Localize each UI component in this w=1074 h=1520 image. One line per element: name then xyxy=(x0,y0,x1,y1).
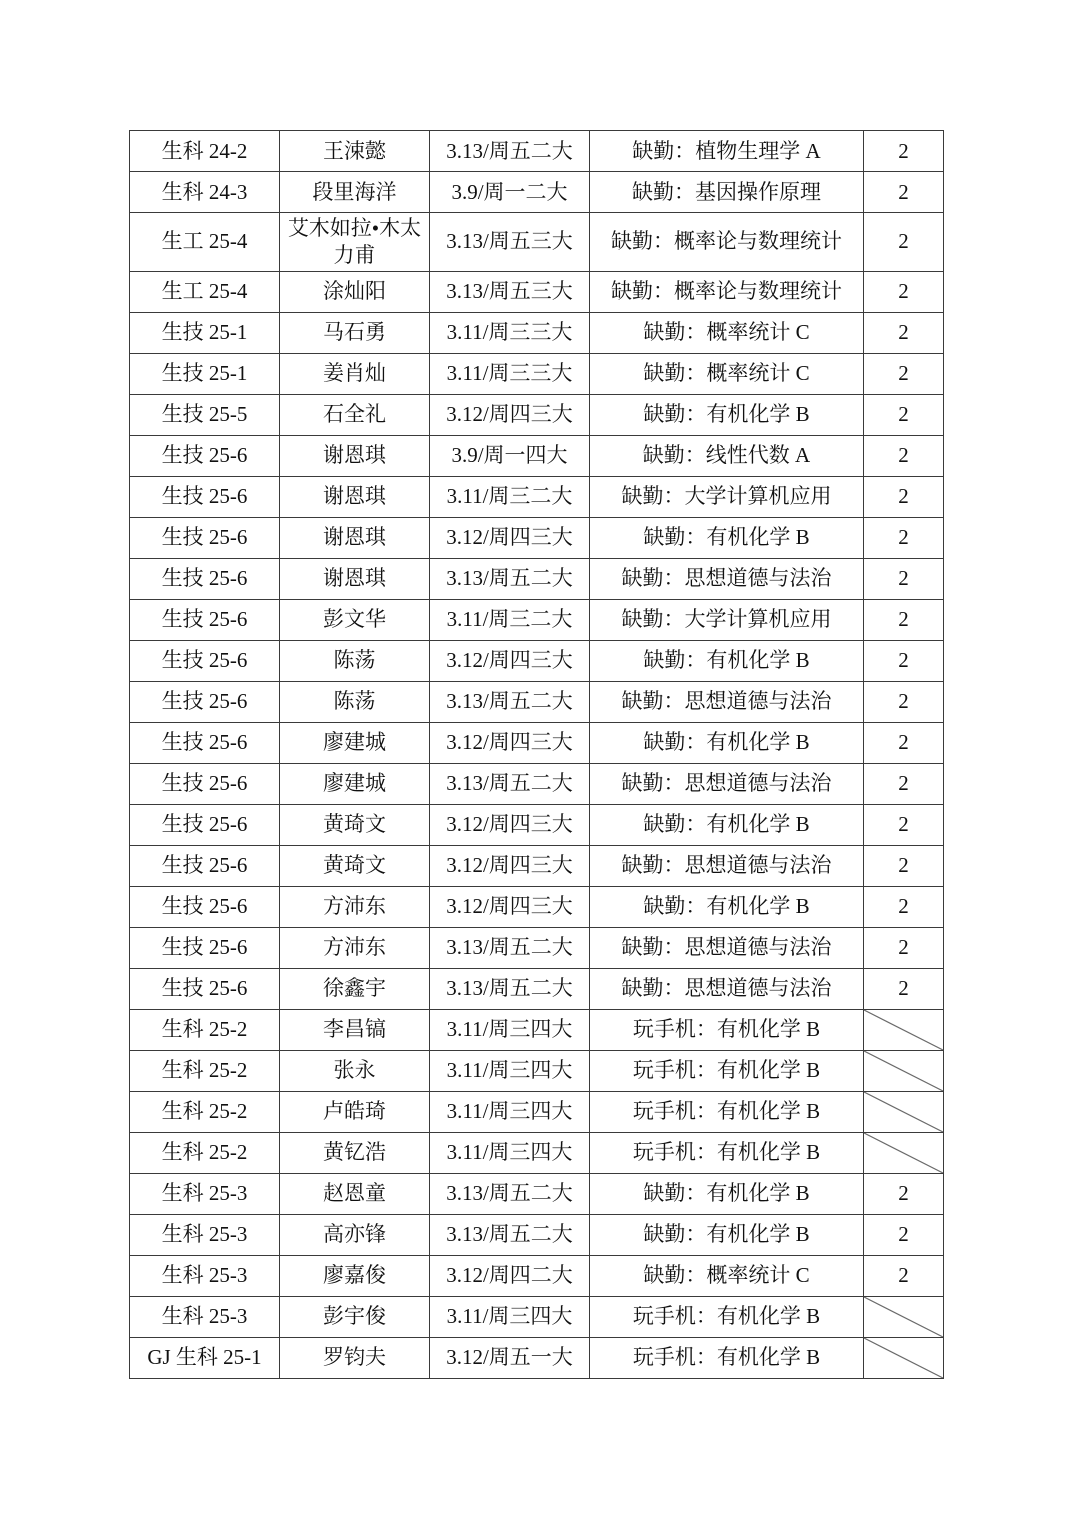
session-cell: 3.13/周五二大 xyxy=(430,681,590,722)
score-cell: 2 xyxy=(864,312,944,353)
name-cell: 王涑懿 xyxy=(280,131,430,172)
table-row xyxy=(130,353,944,394)
session-cell: 3.11/周三四大 xyxy=(430,1296,590,1337)
class-cell: 生科 25-2 xyxy=(130,1009,280,1050)
class-cell: 生技 25-6 xyxy=(130,763,280,804)
session-cell: 3.12/周四三大 xyxy=(430,804,590,845)
table-row xyxy=(130,558,944,599)
class-cell: 生技 25-6 xyxy=(130,927,280,968)
remark-cell: 缺勤：概率统计 C xyxy=(590,312,864,353)
score-cell: 2 xyxy=(864,435,944,476)
name-cell: 陈荡 xyxy=(280,681,430,722)
table-row xyxy=(130,599,944,640)
class-cell: 生技 25-6 xyxy=(130,886,280,927)
session-cell: 3.12/周四三大 xyxy=(430,394,590,435)
score-cell: 2 xyxy=(864,804,944,845)
class-cell: 生技 25-1 xyxy=(130,312,280,353)
table-row xyxy=(130,1255,944,1296)
score-cell: 2 xyxy=(864,1255,944,1296)
session-cell: 3.11/周三四大 xyxy=(430,1132,590,1173)
class-cell: 生工 25-4 xyxy=(130,271,280,312)
name-cell: 黄琦文 xyxy=(280,804,430,845)
remark-cell: 缺勤：有机化学 B xyxy=(590,394,864,435)
class-cell: 生技 25-6 xyxy=(130,845,280,886)
score-cell: 2 xyxy=(864,681,944,722)
session-cell: 3.11/周三四大 xyxy=(430,1050,590,1091)
score-cell: 2 xyxy=(864,763,944,804)
score-cell: 2 xyxy=(864,271,944,312)
name-cell: 谢恩琪 xyxy=(280,435,430,476)
remark-cell: 玩手机：有机化学 B xyxy=(590,1009,864,1050)
score-cell: 2 xyxy=(864,927,944,968)
table-row xyxy=(130,213,944,272)
score-cell-voided xyxy=(864,1337,944,1378)
name-cell: 谢恩琪 xyxy=(280,517,430,558)
class-cell: 生科 25-3 xyxy=(130,1296,280,1337)
remark-cell: 缺勤：大学计算机应用 xyxy=(590,476,864,517)
class-cell: 生科 24-2 xyxy=(130,131,280,172)
score-cell: 2 xyxy=(864,172,944,213)
session-cell: 3.12/周四三大 xyxy=(430,886,590,927)
name-cell: 赵恩童 xyxy=(280,1173,430,1214)
name-cell: 廖嘉俊 xyxy=(280,1255,430,1296)
remark-cell: 缺勤：线性代数 A xyxy=(590,435,864,476)
score-cell-voided xyxy=(864,1091,944,1132)
table-row xyxy=(130,763,944,804)
class-cell: 生科 25-3 xyxy=(130,1173,280,1214)
session-cell: 3.13/周五二大 xyxy=(430,968,590,1009)
class-cell: 生技 25-6 xyxy=(130,558,280,599)
name-cell: 谢恩琪 xyxy=(280,558,430,599)
score-cell: 2 xyxy=(864,213,944,272)
session-cell: 3.11/周三三大 xyxy=(430,312,590,353)
class-cell: 生技 25-6 xyxy=(130,640,280,681)
score-cell: 2 xyxy=(864,640,944,681)
name-cell: 廖建城 xyxy=(280,722,430,763)
class-cell: GJ 生科 25-1 xyxy=(130,1337,280,1378)
class-cell: 生技 25-6 xyxy=(130,722,280,763)
class-cell: 生科 25-2 xyxy=(130,1132,280,1173)
score-cell-voided xyxy=(864,1132,944,1173)
remark-cell: 缺勤：思想道德与法治 xyxy=(590,845,864,886)
class-cell: 生技 25-1 xyxy=(130,353,280,394)
session-cell: 3.12/周四三大 xyxy=(430,845,590,886)
table-row xyxy=(130,681,944,722)
score-cell: 2 xyxy=(864,722,944,763)
name-cell: 黄钇浩 xyxy=(280,1132,430,1173)
remark-cell: 缺勤：概率论与数理统计 xyxy=(590,271,864,312)
table-row xyxy=(130,394,944,435)
class-cell: 生技 25-6 xyxy=(130,435,280,476)
score-cell: 2 xyxy=(864,968,944,1009)
session-cell: 3.12/周四三大 xyxy=(430,640,590,681)
table-row xyxy=(130,1296,944,1337)
class-cell: 生技 25-6 xyxy=(130,804,280,845)
session-cell: 3.13/周五二大 xyxy=(430,927,590,968)
remark-cell: 缺勤：有机化学 B xyxy=(590,1173,864,1214)
table-row xyxy=(130,886,944,927)
table-row xyxy=(130,517,944,558)
name-cell: 马石勇 xyxy=(280,312,430,353)
name-cell: 张永 xyxy=(280,1050,430,1091)
name-cell: 姜肖灿 xyxy=(280,353,430,394)
class-cell: 生科 25-3 xyxy=(130,1255,280,1296)
table-row xyxy=(130,1214,944,1255)
name-cell: 方沛东 xyxy=(280,886,430,927)
remark-cell: 缺勤：思想道德与法治 xyxy=(590,558,864,599)
remark-cell: 缺勤：概率统计 C xyxy=(590,353,864,394)
remark-cell: 缺勤：植物生理学 A xyxy=(590,131,864,172)
class-cell: 生技 25-6 xyxy=(130,968,280,1009)
attendance-table-body xyxy=(130,131,944,1379)
session-cell: 3.13/周五二大 xyxy=(430,1214,590,1255)
table-row xyxy=(130,1009,944,1050)
class-cell: 生工 25-4 xyxy=(130,213,280,272)
table-row xyxy=(130,271,944,312)
name-cell: 卢皓琦 xyxy=(280,1091,430,1132)
session-cell: 3.12/周四三大 xyxy=(430,517,590,558)
attendance-table xyxy=(129,130,944,1379)
session-cell: 3.9/周一二大 xyxy=(430,172,590,213)
name-cell: 艾木如拉•木太力甫 xyxy=(280,213,430,272)
class-cell: 生科 25-3 xyxy=(130,1214,280,1255)
score-cell: 2 xyxy=(864,599,944,640)
remark-cell: 缺勤：概率统计 C xyxy=(590,1255,864,1296)
session-cell: 3.11/周三二大 xyxy=(430,476,590,517)
table-row xyxy=(130,476,944,517)
remark-cell: 玩手机：有机化学 B xyxy=(590,1091,864,1132)
diagonal-slash-icon xyxy=(864,1297,943,1337)
table-row xyxy=(130,131,944,172)
name-cell: 彭文华 xyxy=(280,599,430,640)
remark-cell: 缺勤：思想道德与法治 xyxy=(590,763,864,804)
score-cell: 2 xyxy=(864,886,944,927)
class-cell: 生技 25-6 xyxy=(130,681,280,722)
score-cell: 2 xyxy=(864,131,944,172)
table-row xyxy=(130,804,944,845)
table-row xyxy=(130,435,944,476)
table-row xyxy=(130,968,944,1009)
session-cell: 3.11/周三二大 xyxy=(430,599,590,640)
name-cell: 黄琦文 xyxy=(280,845,430,886)
remark-cell: 缺勤：有机化学 B xyxy=(590,517,864,558)
score-cell: 2 xyxy=(864,1173,944,1214)
score-cell: 2 xyxy=(864,476,944,517)
name-cell: 段里海洋 xyxy=(280,172,430,213)
remark-cell: 缺勤：有机化学 B xyxy=(590,722,864,763)
session-cell: 3.13/周五二大 xyxy=(430,1173,590,1214)
class-cell: 生技 25-6 xyxy=(130,476,280,517)
session-cell: 3.13/周五三大 xyxy=(430,271,590,312)
name-cell: 廖建城 xyxy=(280,763,430,804)
score-cell-voided xyxy=(864,1296,944,1337)
score-cell-voided xyxy=(864,1050,944,1091)
session-cell: 3.13/周五二大 xyxy=(430,131,590,172)
table-row xyxy=(130,1132,944,1173)
session-cell: 3.12/周四二大 xyxy=(430,1255,590,1296)
table-row xyxy=(130,312,944,353)
class-cell: 生科 25-2 xyxy=(130,1050,280,1091)
remark-cell: 玩手机：有机化学 B xyxy=(590,1296,864,1337)
class-cell: 生科 25-2 xyxy=(130,1091,280,1132)
table-row xyxy=(130,640,944,681)
session-cell: 3.13/周五二大 xyxy=(430,763,590,804)
name-cell: 徐鑫宇 xyxy=(280,968,430,1009)
name-cell: 涂灿阳 xyxy=(280,271,430,312)
remark-cell: 玩手机：有机化学 B xyxy=(590,1132,864,1173)
session-cell: 3.9/周一四大 xyxy=(430,435,590,476)
table-row xyxy=(130,1050,944,1091)
score-cell-voided xyxy=(864,1009,944,1050)
diagonal-slash-icon xyxy=(864,1051,943,1091)
remark-cell: 缺勤：思想道德与法治 xyxy=(590,927,864,968)
session-cell: 3.13/周五三大 xyxy=(430,213,590,272)
session-cell: 3.11/周三四大 xyxy=(430,1009,590,1050)
table-row xyxy=(130,1091,944,1132)
name-cell: 石全礼 xyxy=(280,394,430,435)
table-row xyxy=(130,1173,944,1214)
name-cell: 高亦锋 xyxy=(280,1214,430,1255)
name-cell: 谢恩琪 xyxy=(280,476,430,517)
score-cell: 2 xyxy=(864,517,944,558)
class-cell: 生技 25-5 xyxy=(130,394,280,435)
remark-cell: 缺勤：有机化学 B xyxy=(590,804,864,845)
remark-cell: 玩手机：有机化学 B xyxy=(590,1337,864,1378)
class-cell: 生技 25-6 xyxy=(130,599,280,640)
diagonal-slash-icon xyxy=(864,1010,943,1050)
session-cell: 3.13/周五二大 xyxy=(430,558,590,599)
score-cell: 2 xyxy=(864,845,944,886)
remark-cell: 缺勤：大学计算机应用 xyxy=(590,599,864,640)
name-cell: 陈荡 xyxy=(280,640,430,681)
session-cell: 3.12/周五一大 xyxy=(430,1337,590,1378)
table-row xyxy=(130,172,944,213)
diagonal-slash-icon xyxy=(864,1338,943,1378)
table-row xyxy=(130,845,944,886)
diagonal-slash-icon xyxy=(864,1133,943,1173)
remark-cell: 缺勤：基因操作原理 xyxy=(590,172,864,213)
table-row xyxy=(130,927,944,968)
diagonal-slash-icon xyxy=(864,1092,943,1132)
name-cell: 方沛东 xyxy=(280,927,430,968)
remark-cell: 缺勤：有机化学 B xyxy=(590,640,864,681)
class-cell: 生技 25-6 xyxy=(130,517,280,558)
remark-cell: 缺勤：思想道德与法治 xyxy=(590,968,864,1009)
class-cell: 生科 24-3 xyxy=(130,172,280,213)
remark-cell: 缺勤：有机化学 B xyxy=(590,886,864,927)
remark-cell: 玩手机：有机化学 B xyxy=(590,1050,864,1091)
name-cell: 李昌镐 xyxy=(280,1009,430,1050)
remark-cell: 缺勤：思想道德与法治 xyxy=(590,681,864,722)
remark-cell: 缺勤：概率论与数理统计 xyxy=(590,213,864,272)
score-cell: 2 xyxy=(864,1214,944,1255)
name-cell: 罗钧夫 xyxy=(280,1337,430,1378)
score-cell: 2 xyxy=(864,558,944,599)
table-row xyxy=(130,1337,944,1378)
table-row xyxy=(130,722,944,763)
session-cell: 3.12/周四三大 xyxy=(430,722,590,763)
remark-cell: 缺勤：有机化学 B xyxy=(590,1214,864,1255)
session-cell: 3.11/周三四大 xyxy=(430,1091,590,1132)
name-cell: 彭宇俊 xyxy=(280,1296,430,1337)
score-cell: 2 xyxy=(864,353,944,394)
score-cell: 2 xyxy=(864,394,944,435)
session-cell: 3.11/周三三大 xyxy=(430,353,590,394)
